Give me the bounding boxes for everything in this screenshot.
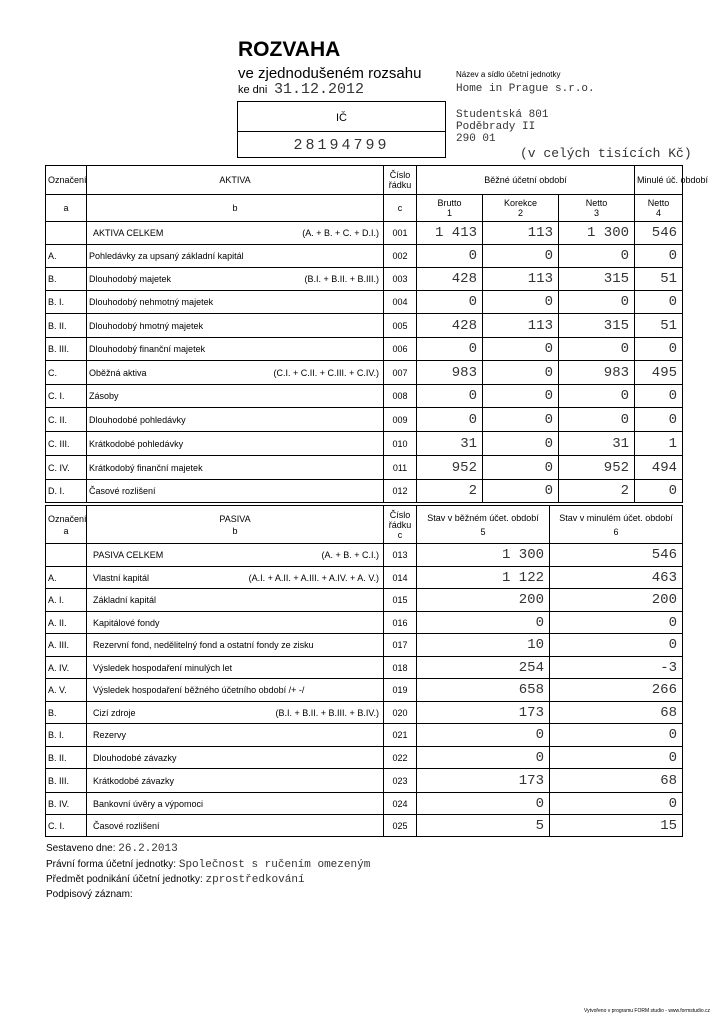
- entity-label: Název a sídlo účetní jednotky: [456, 70, 561, 79]
- row-name: Pohledávky za upsaný základní kapitál: [89, 251, 244, 261]
- row-line: 010: [384, 432, 417, 456]
- netto-prev-value: 0: [635, 385, 683, 408]
- row-line: 021: [384, 724, 417, 747]
- compiled-label: Sestaveno dne:: [46, 843, 116, 854]
- aktiva-row: [46, 361, 683, 385]
- row-name: Časové rozlišení: [89, 486, 156, 496]
- korekce-value: 0: [483, 480, 559, 503]
- korekce-value: 0: [483, 456, 559, 480]
- netto-prev-value: 0: [635, 291, 683, 314]
- pasiva-row: [46, 589, 683, 612]
- current-value: 0: [417, 724, 550, 747]
- row-code: C. I.: [46, 815, 87, 837]
- row-name: Výsledek hospodaření běžného účetního období /+ -/: [93, 685, 305, 695]
- current-value: 1 300: [417, 544, 550, 567]
- previous-value: 0: [550, 724, 683, 747]
- previous-value: 68: [550, 702, 683, 724]
- row-formula: (B.I. + B.II. + B.III. + B.IV.): [275, 707, 379, 718]
- netto-value: 315: [559, 268, 635, 291]
- date-value: 31.12.2012: [274, 81, 365, 98]
- netto-value: 0: [559, 291, 635, 314]
- brutto-value: 428: [417, 268, 483, 291]
- row-label: [87, 338, 384, 361]
- row-label: [87, 432, 384, 456]
- row-line: 025: [384, 815, 417, 837]
- row-name: Krátkodobé závazky: [93, 775, 175, 786]
- aktiva-head-netto-prev: Netto 4: [635, 195, 683, 222]
- row-label: [87, 291, 384, 314]
- row-formula: (B.I. + B.II. + B.III.): [304, 274, 379, 284]
- aktiva-row: [46, 456, 683, 480]
- date-label: ke dni: [238, 84, 268, 96]
- row-line: 015: [384, 589, 417, 612]
- netto-prev-value: 0: [635, 408, 683, 432]
- row-label: [87, 222, 384, 245]
- row-label: [87, 456, 384, 480]
- row-line: 005: [384, 314, 417, 338]
- row-line: 014: [384, 567, 417, 589]
- netto-value: 952: [559, 456, 635, 480]
- korekce-value: 113: [483, 268, 559, 291]
- row-line: 020: [384, 702, 417, 724]
- current-value: 254: [417, 657, 550, 679]
- netto-value: 983: [559, 361, 635, 385]
- pasiva-head-oznaceni: Označení a: [46, 506, 87, 544]
- netto-prev-value: 1: [635, 432, 683, 456]
- row-name: Rezervy: [93, 730, 127, 740]
- netto-prev-value: 51: [635, 314, 683, 338]
- row-name: Dlouhodobý nehmotný majetek: [89, 297, 214, 307]
- row-code: A. II.: [46, 612, 87, 634]
- row-name: Cizí zdroje: [93, 707, 136, 718]
- row-name: Krátkodobý finanční majetek: [89, 462, 203, 473]
- units-note: (v celých tisících Kč): [520, 146, 692, 161]
- row-code: C. IV.: [46, 456, 87, 480]
- current-value: 1 122: [417, 567, 550, 589]
- netto-value: 315: [559, 314, 635, 338]
- entity-name: Home in Prague s.r.o.: [456, 83, 595, 95]
- aktiva-row: [46, 314, 683, 338]
- pasiva-head-current: Stav v běžném účet. období 5: [417, 506, 550, 544]
- row-code: C. I.: [46, 385, 87, 408]
- row-code: A. IV.: [46, 657, 87, 679]
- aktiva-head-brutto: Brutto 1: [417, 195, 483, 222]
- row-label: [87, 408, 384, 432]
- row-code: A.: [46, 567, 87, 589]
- pasiva-row: [46, 747, 683, 769]
- row-name: Bankovní úvěry a výpomoci: [93, 798, 204, 809]
- pasiva-head-previous: Stav v minulém účet. období 6: [550, 506, 683, 544]
- netto-prev-value: 494: [635, 456, 683, 480]
- previous-value: -3: [550, 657, 683, 679]
- row-code: C.: [46, 361, 87, 385]
- row-code: B. I.: [46, 724, 87, 747]
- legal-form-label: Právní forma účetní jednotky:: [46, 859, 177, 870]
- row-code: B. IV.: [46, 793, 87, 815]
- row-label: [87, 589, 384, 612]
- brutto-value: 0: [417, 408, 483, 432]
- row-label: [87, 769, 384, 793]
- row-line: 003: [384, 268, 417, 291]
- row-line: 006: [384, 338, 417, 361]
- aktiva-row: [46, 268, 683, 291]
- netto-value: 0: [559, 338, 635, 361]
- korekce-value: 0: [483, 338, 559, 361]
- legal-form: [46, 859, 370, 871]
- aktiva-head-minule: Minulé úč. období: [635, 166, 683, 195]
- pasiva-row: [46, 702, 683, 724]
- netto-value: 1 300: [559, 222, 635, 245]
- brutto-value: 0: [417, 338, 483, 361]
- row-line: 001: [384, 222, 417, 245]
- row-code: C. III.: [46, 432, 87, 456]
- compiled-value: 26.2.2013: [118, 843, 178, 855]
- current-value: 0: [417, 612, 550, 634]
- row-line: 017: [384, 634, 417, 657]
- pasiva-row: [46, 567, 683, 589]
- korekce-value: 0: [483, 385, 559, 408]
- row-name: Vlastní kapitál: [93, 572, 150, 583]
- korekce-value: 113: [483, 314, 559, 338]
- aktiva-head-korekce: Korekce 2: [483, 195, 559, 222]
- previous-value: 0: [550, 747, 683, 769]
- business-value: zprostředkování: [205, 874, 305, 886]
- row-name: AKTIVA CELKEM: [93, 228, 164, 238]
- brutto-value: 952: [417, 456, 483, 480]
- pasiva-table: [45, 505, 683, 837]
- netto-prev-value: 546: [635, 222, 683, 245]
- aktiva-head-a: a: [46, 195, 87, 222]
- korekce-value: 0: [483, 245, 559, 268]
- aktiva-row: [46, 432, 683, 456]
- row-label: [87, 747, 384, 769]
- korekce-value: 0: [483, 361, 559, 385]
- row-code: B. III.: [46, 338, 87, 361]
- brutto-value: 428: [417, 314, 483, 338]
- aktiva-row: [46, 291, 683, 314]
- compiled-date: [46, 843, 178, 855]
- row-label: [87, 480, 384, 503]
- previous-value: 200: [550, 589, 683, 612]
- row-name: Rezervní fond, nedělitelný fond a ostatní fondy ze zisku: [93, 640, 314, 650]
- netto-value: 0: [559, 245, 635, 268]
- row-name: Výsledek hospodaření minulých let: [93, 662, 233, 673]
- pasiva-head-cislo: Číslo řádku c: [384, 506, 417, 544]
- row-line: 018: [384, 657, 417, 679]
- aktiva-head-c: c: [384, 195, 417, 222]
- row-code: [46, 544, 87, 567]
- row-label: [87, 702, 384, 724]
- korekce-value: 113: [483, 222, 559, 245]
- row-label: [87, 361, 384, 385]
- korekce-value: 0: [483, 291, 559, 314]
- pasiva-row: [46, 769, 683, 793]
- aktiva-head-b: b: [87, 195, 384, 222]
- row-code: [46, 222, 87, 245]
- row-code: B. III.: [46, 769, 87, 793]
- netto-value: 2: [559, 480, 635, 503]
- netto-value: 0: [559, 408, 635, 432]
- row-code: D. I.: [46, 480, 87, 503]
- pasiva-head-title: PASIVA b: [87, 506, 384, 544]
- row-line: 009: [384, 408, 417, 432]
- pasiva-row: [46, 544, 683, 567]
- row-code: C. II.: [46, 408, 87, 432]
- row-label: [87, 724, 384, 747]
- aktiva-row: [46, 408, 683, 432]
- row-label: [87, 268, 384, 291]
- row-label: [87, 245, 384, 268]
- pasiva-row: [46, 793, 683, 815]
- netto-prev-value: 0: [635, 338, 683, 361]
- row-line: 023: [384, 769, 417, 793]
- row-code: B.: [46, 702, 87, 724]
- aktiva-row: [46, 338, 683, 361]
- aktiva-table: [45, 165, 709, 503]
- korekce-value: 0: [483, 408, 559, 432]
- row-name: Krátkodobé pohledávky: [89, 438, 184, 449]
- row-code: B. I.: [46, 291, 87, 314]
- current-value: 10: [417, 634, 550, 657]
- aktiva-head-bezne: Běžné účetní období: [417, 166, 635, 195]
- pasiva-row: [46, 612, 683, 634]
- legal-form-value: Společnost s ručením omezeným: [178, 859, 371, 871]
- row-name: Dlouhodobé závazky: [93, 752, 177, 763]
- previous-value: 0: [550, 634, 683, 657]
- program-credit: Vytvořeno v programu FORM studio - www.formstudio.cz: [584, 1008, 710, 1014]
- row-line: 004: [384, 291, 417, 314]
- row-formula: (A. + B. + C. + D.I.): [302, 228, 379, 238]
- row-name: Časové rozlišení: [93, 820, 160, 831]
- current-value: 0: [417, 747, 550, 769]
- pasiva-row: [46, 634, 683, 657]
- aktiva-row: [46, 480, 683, 503]
- row-line: 007: [384, 361, 417, 385]
- row-line: 022: [384, 747, 417, 769]
- row-label: [87, 815, 384, 837]
- business-subject: [46, 874, 305, 886]
- brutto-value: 31: [417, 432, 483, 456]
- previous-value: 68: [550, 769, 683, 793]
- ic-box: [237, 101, 446, 158]
- pasiva-row: [46, 815, 683, 837]
- current-value: 0: [417, 793, 550, 815]
- row-formula: (C.I. + C.II. + C.III. + C.IV.): [273, 367, 379, 378]
- netto-prev-value: 0: [635, 480, 683, 503]
- current-value: 173: [417, 702, 550, 724]
- row-line: 012: [384, 480, 417, 503]
- row-name: Základní kapitál: [93, 595, 157, 605]
- brutto-value: 0: [417, 385, 483, 408]
- row-line: 008: [384, 385, 417, 408]
- row-label: [87, 679, 384, 702]
- document-subtitle: ve zjednodušeném rozsahu: [238, 65, 422, 82]
- row-label: [87, 612, 384, 634]
- row-code: B. II.: [46, 314, 87, 338]
- ic-value: 28194799: [293, 137, 390, 154]
- row-label: [87, 544, 384, 567]
- aktiva-head-cislo: Číslo řádku: [384, 166, 417, 195]
- netto-value: 0: [559, 385, 635, 408]
- row-line: 019: [384, 679, 417, 702]
- row-line: 013: [384, 544, 417, 567]
- row-name: Kapitálové fondy: [93, 617, 160, 628]
- document-title: ROZVAHA: [238, 38, 341, 61]
- row-code: A.: [46, 245, 87, 268]
- netto-prev-value: 495: [635, 361, 683, 385]
- row-code: A. I.: [46, 589, 87, 612]
- row-label: [87, 634, 384, 657]
- current-value: 658: [417, 679, 550, 702]
- row-name: Dlouhodobé pohledávky: [89, 414, 186, 425]
- previous-value: 0: [550, 612, 683, 634]
- row-name: Dlouhodobý hmotný majetek: [89, 320, 204, 331]
- aktiva-head-netto: Netto 3: [559, 195, 635, 222]
- address-zip: 290 01: [456, 133, 496, 145]
- row-formula: (A.I. + A.II. + A.III. + A.IV. + A. V.): [248, 572, 379, 583]
- current-value: 5: [417, 815, 550, 837]
- brutto-value: 0: [417, 245, 483, 268]
- previous-value: 0: [550, 793, 683, 815]
- row-name: Dlouhodobý finanční majetek: [89, 344, 206, 354]
- previous-value: 266: [550, 679, 683, 702]
- row-line: 024: [384, 793, 417, 815]
- row-line: 011: [384, 456, 417, 480]
- row-code: B. II.: [46, 747, 87, 769]
- address-street: Studentská 801: [456, 109, 549, 121]
- row-code: A. V.: [46, 679, 87, 702]
- current-value: 173: [417, 769, 550, 793]
- brutto-value: 2: [417, 480, 483, 503]
- aktiva-row: [46, 222, 683, 245]
- row-line: 002: [384, 245, 417, 268]
- previous-value: 463: [550, 567, 683, 589]
- row-label: [87, 793, 384, 815]
- netto-prev-value: 0: [635, 245, 683, 268]
- row-name: Oběžná aktiva: [89, 367, 147, 378]
- business-label: Předmět podnikání účetní jednotky:: [46, 874, 203, 885]
- row-label: [87, 314, 384, 338]
- aktiva-row: [46, 385, 683, 408]
- row-name: PASIVA CELKEM: [93, 550, 164, 560]
- brutto-value: 983: [417, 361, 483, 385]
- row-code: B.: [46, 268, 87, 291]
- row-label: [87, 567, 384, 589]
- row-code: A. III.: [46, 634, 87, 657]
- aktiva-row: [46, 245, 683, 268]
- row-label: [87, 657, 384, 679]
- previous-value: 15: [550, 815, 683, 837]
- previous-value: 546: [550, 544, 683, 567]
- brutto-value: 0: [417, 291, 483, 314]
- aktiva-head-oznaceni: Označení: [46, 166, 87, 195]
- row-formula: (A. + B. + C.I.): [321, 550, 379, 560]
- signature-label: Podpisový záznam:: [46, 889, 133, 900]
- ic-label: IČ: [336, 112, 347, 124]
- row-name: Dlouhodobý majetek: [89, 274, 172, 284]
- brutto-value: 1 413: [417, 222, 483, 245]
- row-name: Zásoby: [89, 391, 119, 401]
- pasiva-row: [46, 679, 683, 702]
- current-value: 200: [417, 589, 550, 612]
- aktiva-head-title: AKTIVA: [87, 166, 384, 195]
- netto-value: 31: [559, 432, 635, 456]
- pasiva-row: [46, 657, 683, 679]
- row-line: 016: [384, 612, 417, 634]
- address-city: Poděbrady II: [456, 121, 536, 133]
- korekce-value: 0: [483, 432, 559, 456]
- pasiva-row: [46, 724, 683, 747]
- netto-prev-value: 51: [635, 268, 683, 291]
- row-label: [87, 385, 384, 408]
